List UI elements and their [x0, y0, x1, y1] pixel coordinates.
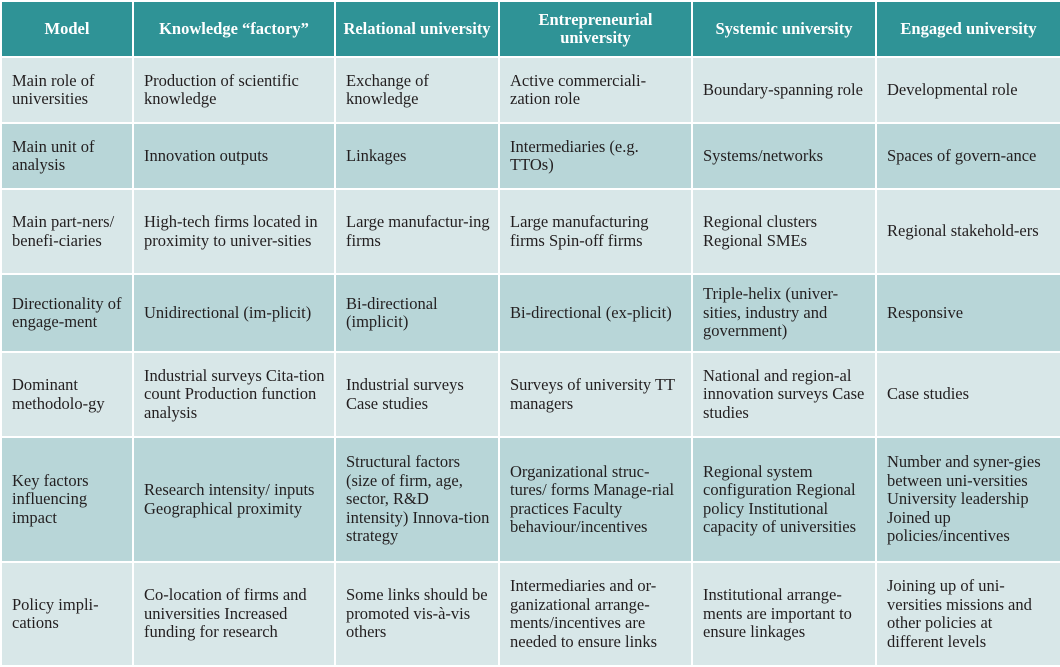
header-systemic-university: Systemic university — [692, 1, 876, 57]
table-row — [1, 437, 1060, 562]
table-cell: Structural factors (size of firm, age, sector, R&D intensity) Innova-tion strategy — [335, 437, 499, 562]
table-row — [1, 189, 1060, 274]
row-label: Main role of universities — [1, 57, 133, 123]
table-cell: Regional stakehold-ers — [876, 189, 1060, 274]
header-knowledge-factory: Knowledge “factory” — [133, 1, 335, 57]
table-cell: Large manufacturing firms Spin-off firms — [499, 189, 692, 274]
table-cell: Linkages — [335, 123, 499, 189]
table-cell: Developmental role — [876, 57, 1060, 123]
table-row — [1, 57, 1060, 123]
table-cell: Surveys of university TT managers — [499, 352, 692, 437]
table-cell: Co-location of firms and universities Increased funding for research — [133, 562, 335, 666]
table-cell: High-tech firms located in proximity to univer-sities — [133, 189, 335, 274]
table-cell: Active commerciali-zation role — [499, 57, 692, 123]
table-cell: Bi-directional (ex-plicit) — [499, 274, 692, 352]
table-cell: Unidirectional (im-plicit) — [133, 274, 335, 352]
header-relational-university: Relational university — [335, 1, 499, 57]
table-cell: National and region-al innovation surveys Case studies — [692, 352, 876, 437]
table-cell: Joining up of uni-versities missions and other policies at different levels — [876, 562, 1060, 666]
table-cell: Organizational struc-tures/ forms Manage-rial practices Faculty behaviour/incentives — [499, 437, 692, 562]
header-entrepreneurial-university: Entrepreneurial university — [499, 1, 692, 57]
table-cell: Responsive — [876, 274, 1060, 352]
table-row — [1, 352, 1060, 437]
table-cell: Systems/networks — [692, 123, 876, 189]
table-cell: Intermediaries (e.g. TTOs) — [499, 123, 692, 189]
table-row — [1, 562, 1060, 666]
table-cell: Regional system configuration Regional policy Institutional capacity of universities — [692, 437, 876, 562]
table-cell: Large manufactur-ing firms — [335, 189, 499, 274]
table-cell: Innovation outputs — [133, 123, 335, 189]
row-label: Main unit of analysis — [1, 123, 133, 189]
row-label: Key factors influencing impact — [1, 437, 133, 562]
table-cell: Production of scientific knowledge — [133, 57, 335, 123]
header-row — [1, 1, 1060, 57]
table-cell: Case studies — [876, 352, 1060, 437]
row-label: Directionality of engage-ment — [1, 274, 133, 352]
table-cell: Bi-directional (implicit) — [335, 274, 499, 352]
table-row — [1, 274, 1060, 352]
table-cell: Triple-helix (univer-sities, industry and government) — [692, 274, 876, 352]
table-cell: Industrial surveys Case studies — [335, 352, 499, 437]
table-row — [1, 123, 1060, 189]
table-cell: Some links should be promoted vis-à-vis others — [335, 562, 499, 666]
row-label: Policy impli-cations — [1, 562, 133, 666]
table-cell: Industrial surveys Cita-tion count Production function analysis — [133, 352, 335, 437]
table-cell: Spaces of govern-ance — [876, 123, 1060, 189]
header-model: Model — [1, 1, 133, 57]
header-engaged-university: Engaged university — [876, 1, 1060, 57]
table-cell: Institutional arrange-ments are important to ensure linkages — [692, 562, 876, 666]
table-cell: Regional clusters Regional SMEs — [692, 189, 876, 274]
table-cell: Number and syner-gies between uni-versities University leadership Joined up policies/incentives — [876, 437, 1060, 562]
row-label: Dominant methodolo-gy — [1, 352, 133, 437]
row-label: Main part-ners/ benefi-ciaries — [1, 189, 133, 274]
table-cell: Intermediaries and or-ganizational arrange-ments/incentives are needed to ensure links — [499, 562, 692, 666]
table-cell: Boundary-spanning role — [692, 57, 876, 123]
table-cell: Exchange of knowledge — [335, 57, 499, 123]
table-cell: Research intensity/ inputs Geographical proximity — [133, 437, 335, 562]
